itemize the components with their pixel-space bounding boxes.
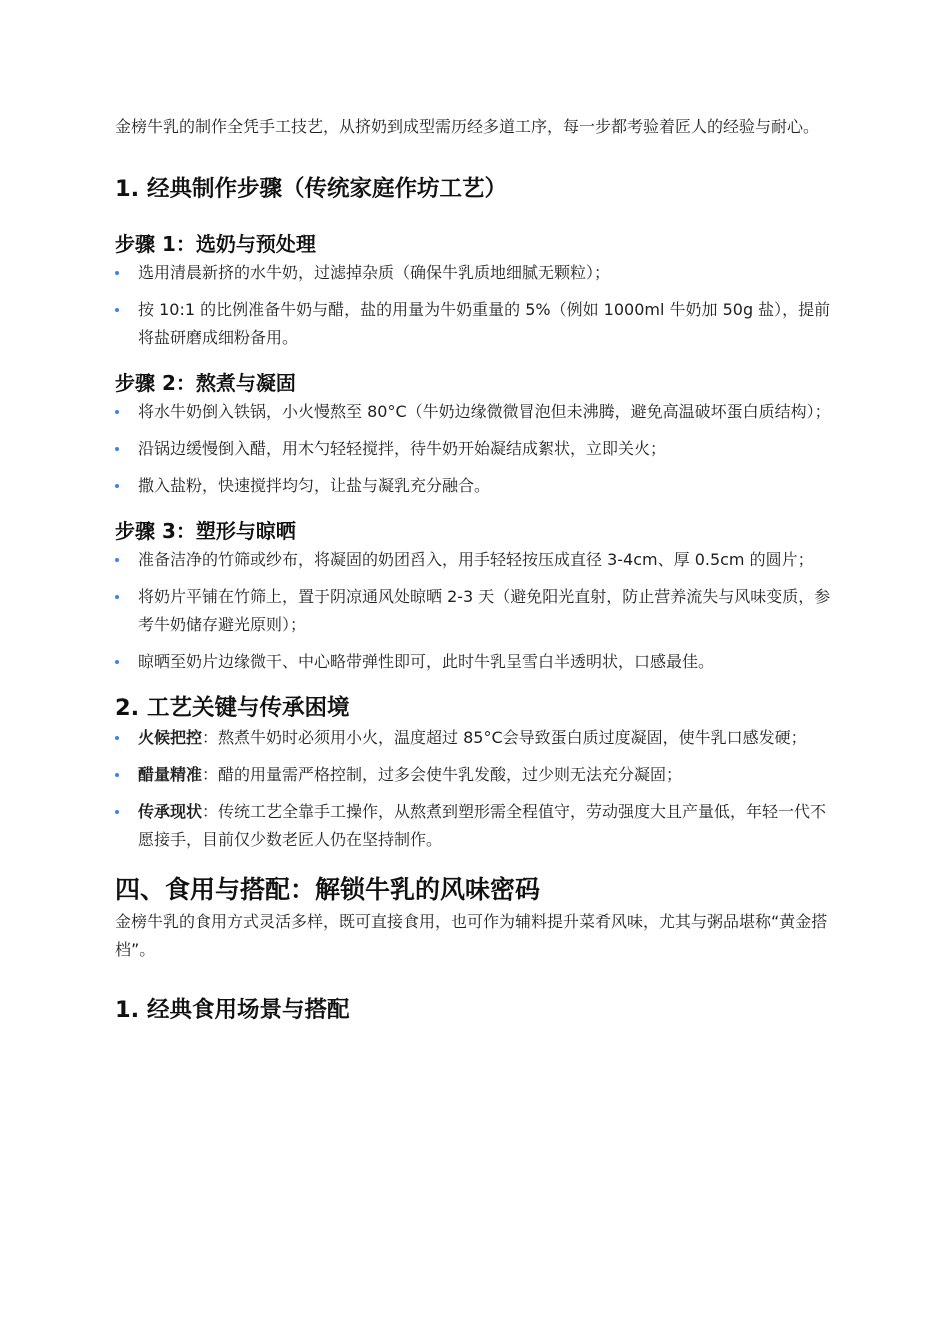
bullet-icon	[115, 595, 119, 599]
list-item: 晾晒至奶片边缘微干、中心略带弹性即可，此时牛乳呈雪白半透明状，口感最佳。	[115, 648, 837, 676]
craft-keys-list	[115, 724, 837, 854]
section-heading-eating-scenes: 1. 经典食用场景与搭配	[115, 997, 350, 1023]
section-heading-making-steps: 1. 经典制作步骤（传统家庭作坊工艺）	[115, 176, 508, 202]
document-page	[115, 113, 837, 1026]
bullet-icon	[115, 484, 119, 488]
bullet-icon	[115, 660, 119, 664]
bullet-icon	[115, 810, 119, 814]
part-heading-eating-pairing: 四、食用与搭配：解锁牛乳的风味密码	[115, 875, 541, 904]
bullet-icon	[115, 308, 119, 312]
list-item: 火候把控：熬煮牛奶时必须用小火，温度超过 85°C会导致蛋白质过度凝固，使牛乳口感发硬；	[115, 724, 837, 752]
bullet-icon	[115, 558, 119, 562]
bullet-icon	[115, 773, 119, 777]
bullet-icon	[115, 447, 119, 451]
bullet-icon	[115, 736, 119, 740]
list-item: 按 10:1 的比例准备牛奶与醋，盐的用量为牛奶重量的 5%（例如 1000ml 牛奶加 50g 盐），提前将盐研磨成细粉备用。	[115, 296, 837, 352]
step-1-list	[115, 259, 837, 352]
step-3-list	[115, 546, 837, 676]
list-item: 醋量精准：醋的用量需严格控制，过多会使牛乳发酸，过少则无法充分凝固；	[115, 761, 837, 789]
step-heading-2: 步骤 2：熬煮与凝固	[115, 371, 296, 395]
list-item: 选用清晨新挤的水牛奶，过滤掉杂质（确保牛乳质地细腻无颗粒）；	[115, 259, 837, 287]
part-intro-paragraph: 金榜牛乳的食用方式灵活多样，既可直接食用，也可作为辅料提升菜肴风味，尤其与粥品堪称“黄金搭档”。	[115, 912, 828, 959]
list-item: 沿锅边缓慢倒入醋，用木勺轻轻搅拌，待牛奶开始凝结成絮状，立即关火；	[115, 435, 837, 463]
intro-paragraph: 金榜牛乳的制作全凭手工技艺，从挤奶到成型需历经多道工序，每一步都考验着匠人的经验与耐心。	[115, 117, 820, 136]
list-item: 准备洁净的竹筛或纱布，将凝固的奶团舀入，用手轻轻按压成直径 3-4cm、厚 0.5cm 的圆片；	[115, 546, 837, 574]
step-heading-3: 步骤 3：塑形与晾晒	[115, 519, 296, 543]
step-2-list	[115, 398, 837, 500]
list-item: 将水牛奶倒入铁锅，小火慢熬至 80°C（牛奶边缘微微冒泡但未沸腾，避免高温破坏蛋白质结构）；	[115, 398, 837, 426]
section-heading-craft-keys: 2. 工艺关键与传承困境	[115, 695, 350, 721]
list-item: 将奶片平铺在竹筛上，置于阴凉通风处晾晒 2-3 天（避免阳光直射，防止营养流失与风味变质，参考牛奶储存避光原则）；	[115, 583, 837, 639]
list-item: 撒入盐粉，快速搅拌均匀，让盐与凝乳充分融合。	[115, 472, 837, 500]
list-item: 传承现状：传统工艺全靠手工操作，从熬煮到塑形需全程值守，劳动强度大且产量低，年轻一代不愿接手，目前仅少数老匠人仍在坚持制作。	[115, 798, 837, 854]
step-heading-1: 步骤 1：选奶与预处理	[115, 232, 316, 256]
bullet-icon	[115, 410, 119, 414]
bullet-icon	[115, 271, 119, 275]
